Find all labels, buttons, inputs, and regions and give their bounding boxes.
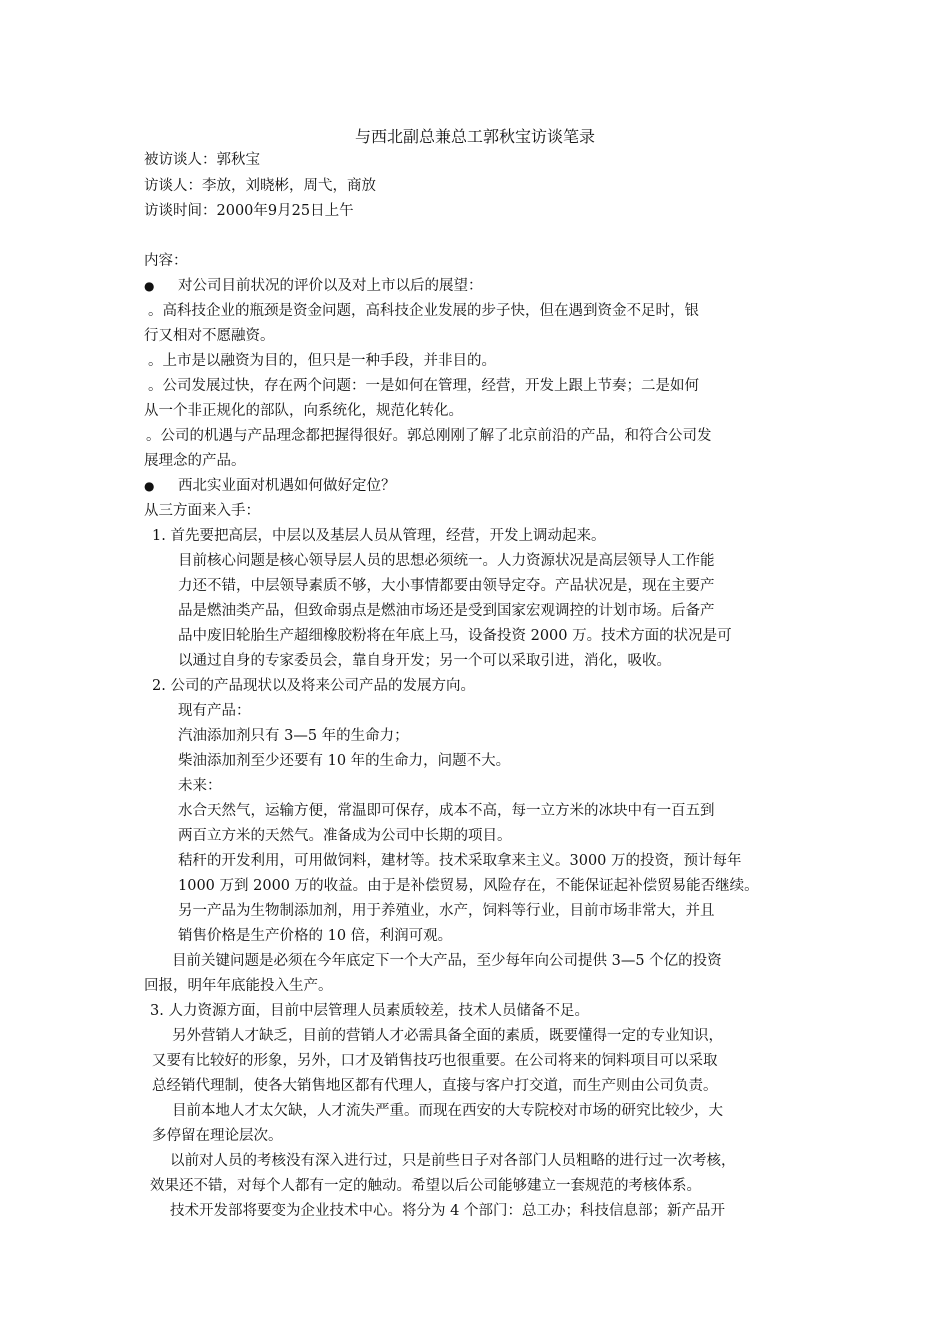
item2-line: 现有产品： xyxy=(178,703,251,719)
interviewers-line: 访谈人：李放，刘晓彬，周弋，商放 xyxy=(144,178,376,194)
item3-line: 又要有比较好的形象，另外，口才及销售技巧也很重要。在公司将来的饲料项目可以采取 xyxy=(152,1053,718,1069)
paragraph-line: 。公司发展过快，存在两个问题：一是如何在管理，经营，开发上跟上节奏；二是如何 xyxy=(148,378,699,394)
paragraph-line: 展理念的产品。 xyxy=(144,453,246,469)
interviewee-line: 被访谈人：郭秋宝 xyxy=(144,152,260,168)
item1-line: 力还不错，中层领导素质不够，大小事情都要由领导定夺。产品状况是，现在主要产 xyxy=(178,578,715,594)
item2-line: 柴油添加剂至少还要有 10 年的生命力，问题不大。 xyxy=(178,753,511,769)
paragraph-line: 。公司的机遇与产品理念都把握得很好。郭总刚刚了解了北京前沿的产品，和符合公司发 xyxy=(146,428,712,444)
content-label: 内容： xyxy=(144,253,188,269)
item3-line: 总经销代理制，使各大销售地区都有代理人，直接与客户打交道，而生产则由公司负责。 xyxy=(152,1078,718,1094)
item3-line: 目前本地人才太欠缺，人才流失严重。而现在西安的大专院校对市场的研究比较少，大 xyxy=(172,1103,723,1119)
bullet-icon: ● xyxy=(144,279,155,293)
paragraph-line: 从一个非正规化的部队，向系统化，规范化转化。 xyxy=(144,403,463,419)
interview-time-line: 访谈时间：2000年9月25日上午 xyxy=(144,203,354,219)
item3-line: 以前对人员的考核没有深入进行过，只是前些日子对各部门人员粗略的进行过一次考核， xyxy=(170,1153,736,1169)
item2-line: 秸秆的开发利用，可用做饲料，建材等。技术采取拿来主义。3000 万的投资，预计每年 xyxy=(178,853,742,869)
item2-title: 2. 公司的产品现状以及将来公司产品的发展方向。 xyxy=(152,678,475,694)
section1-heading: 对公司目前状况的评价以及对上市以后的展望： xyxy=(178,278,483,294)
item1-line: 品是燃油类产品，但致命弱点是燃油市场还是受到国家宏观调控的计划市场。后备产 xyxy=(178,603,715,619)
item3-line: 多停留在理论层次。 xyxy=(152,1128,283,1144)
item2-after-line: 回报，明年年底能投入生产。 xyxy=(144,978,333,994)
item1-line: 目前核心问题是核心领导层人员的思想必须统一。人力资源状况是高层领导人工作能 xyxy=(178,553,715,569)
item2-line: 水合天然气，运输方便，常温即可保存，成本不高，每一立方米的冰块中有一百五到 xyxy=(178,803,715,819)
item1-title: 1. 首先要把高层，中层以及基层人员从管理，经营，开发上调动起来。 xyxy=(152,528,606,544)
item3-line: 效果还不错，对每个人都有一定的触动。希望以后公司能够建立一套规范的考核体系。 xyxy=(150,1178,701,1194)
paragraph-line: 。上市是以融资为目的，但只是一种手段，并非目的。 xyxy=(148,353,496,369)
item3-title: 3. 人力资源方面，目前中层管理人员素质较差，技术人员储备不足。 xyxy=(150,1003,589,1019)
section2-intro: 从三方面来入手： xyxy=(144,503,260,519)
item2-line: 1000 万到 2000 万的收益。由于是补偿贸易，风险存在，不能保证起补偿贸易能否继续。 xyxy=(178,878,759,894)
section2-heading: 西北实业面对机遇如何做好定位？ xyxy=(178,478,396,494)
item1-line: 以通过自身的专家委员会，靠自身开发；另一个可以采取引进，消化，吸收。 xyxy=(178,653,671,669)
item2-after-line: 目前关键问题是必须在今年底定下一个大产品，至少每年向公司提供 3—5 个亿的投资 xyxy=(172,953,722,969)
paragraph-line: 。高科技企业的瓶颈是资金问题，高科技企业发展的步子快，但在遇到资金不足时，银 xyxy=(148,303,699,319)
item2-line: 两百立方米的天然气。准备成为公司中长期的项目。 xyxy=(178,828,512,844)
item2-line: 销售价格是生产价格的 10 倍，利润可观。 xyxy=(178,928,453,944)
item3-line: 另外营销人才缺乏，目前的营销人才必需具备全面的素质，既要懂得一定的专业知识， xyxy=(172,1028,723,1044)
item2-line: 汽油添加剂只有 3—5 年的生命力； xyxy=(178,728,409,744)
item2-line: 另一产品为生物制添加剂，用于养殖业，水产，饲料等行业，目前市场非常大，并且 xyxy=(178,903,715,919)
paragraph-line: 行又相对不愿融资。 xyxy=(144,328,275,344)
document-title: 与西北副总兼总工郭秋宝访谈笔录 xyxy=(354,127,595,146)
item1-line: 品中废旧轮胎生产超细橡胶粉将在年底上马，设备投资 2000 万。技术方面的状况是可 xyxy=(178,628,732,644)
item2-line: 未来： xyxy=(178,778,222,794)
item3-line: 技术开发部将要变为企业技术中心。将分为 4 个部门：总工办；科技信息部；新产品开 xyxy=(170,1203,725,1219)
bullet-icon: ● xyxy=(144,479,155,493)
